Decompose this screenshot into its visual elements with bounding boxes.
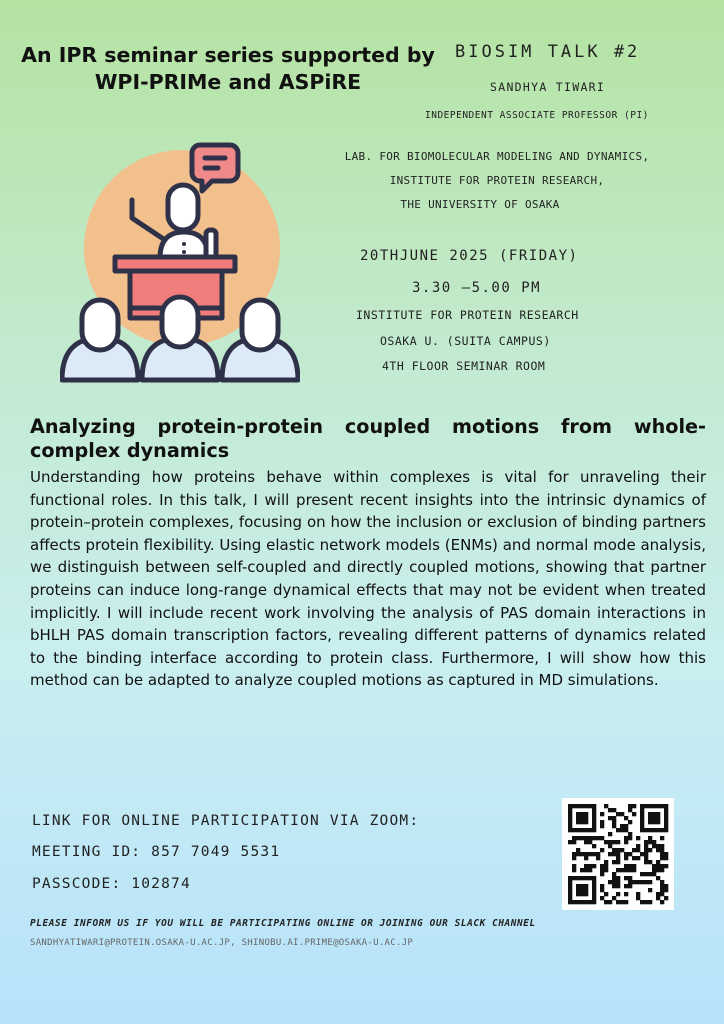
passcode: PASSCODE: 102874 bbox=[32, 876, 191, 892]
series-heading-line-2: WPI-PRIMe and ASPiRE bbox=[94, 70, 362, 94]
venue-line: INSTITUTE FOR PROTEIN RESEARCH bbox=[356, 308, 579, 322]
affiliation-line: LAB. FOR BIOMOLECULAR MODELING AND DYNAMICS, bbox=[344, 150, 650, 163]
speaker-name: SANDHYA TIWARI bbox=[490, 80, 606, 94]
participation-note: PLEASE INFORM US IF YOU WILL BE PARTICIPATING ONLINE OR JOINING OUR SLACK CHANNEL bbox=[30, 918, 536, 929]
series-heading bbox=[18, 42, 438, 96]
venue-line: 4TH FLOOR SEMINAR ROOM bbox=[382, 359, 546, 373]
zoom-link-label: LINK FOR ONLINE PARTICIPATION VIA ZOOM: bbox=[32, 813, 420, 829]
talk-date: 20THJUNE 2025 (FRIDAY) bbox=[360, 248, 579, 264]
qr-code-icon[interactable] bbox=[562, 798, 674, 910]
abstract-text: Understanding how proteins behave within complexes is vital for unraveling their functional roles. In this talk, I will present recent insights into the intrinsic dynamics of protein–protein complexes, focusing on how the inclusion or exclusion of binding partners affects protein flexibility. Using elastic network models (ENMs) and normal mode analysis, we distinguish between self-coupled and directly coupled motions, showing that partner proteins can induce long-range dynamical effects that may not be evident when treated implicitly. I will include recent work involving the analysis of PAS domain interactions in bHLH PAS domain transcription factors, revealing different patterns of dynamics related to the binding interface according to protein class. Furthermore, I will show how this method can be adapted to analyze coupled motions as captured in MD simulations. bbox=[30, 468, 706, 690]
talk-series-name: BIOSIM TALK #2 bbox=[455, 42, 641, 62]
affiliation-line: INSTITUTE FOR PROTEIN RESEARCH, bbox=[389, 174, 605, 187]
speaker-at-podium-icon bbox=[60, 140, 300, 385]
series-heading-line-1: An IPR seminar series supported by bbox=[21, 43, 435, 67]
talk-title: Analyzing protein-protein coupled motions from whole-complex dynamics bbox=[30, 415, 706, 462]
meeting-id: MEETING ID: 857 7049 5531 bbox=[32, 844, 281, 860]
venue-line: OSAKA U. (SUITA CAMPUS) bbox=[380, 334, 551, 348]
speaker-role: INDEPENDENT ASSOCIATE PROFESSOR (PI) bbox=[425, 110, 649, 121]
talk-time: 3.30 –5.00 PM bbox=[412, 280, 542, 296]
affiliation-line: THE UNIVERSITY OF OSAKA bbox=[400, 198, 560, 211]
contact-emails[interactable]: SANDHYATIWARI@PROTEIN.OSAKA-U.AC.JP, SHINOBU.AI.PRIME@OSAKA-U.AC.JP bbox=[30, 938, 414, 948]
qr-code-pattern bbox=[562, 798, 674, 910]
